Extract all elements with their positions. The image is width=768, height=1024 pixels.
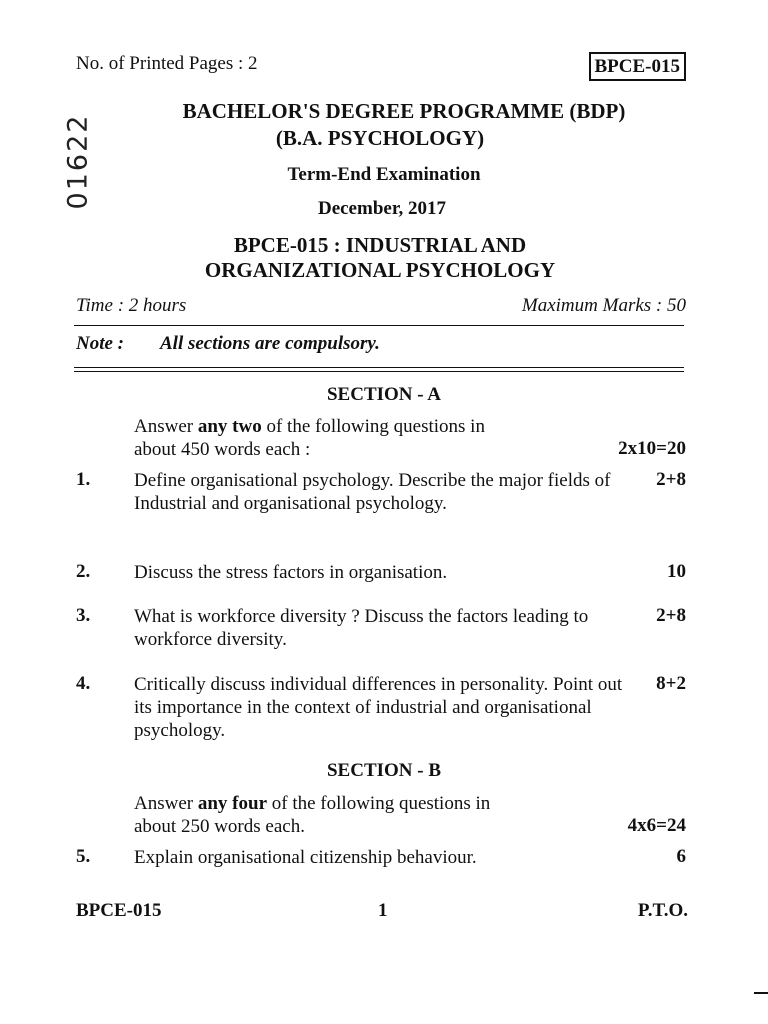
question-number: 2. xyxy=(76,561,91,582)
instruction-emphasis: any four xyxy=(197,793,268,814)
question-text: What is workforce diversity ? Discuss the factors leading to workforce diversity. xyxy=(134,606,589,650)
course-title-line1: BPCE-015 : INDUSTRIAL AND xyxy=(233,233,527,257)
footer-paper-code: BPCE-015 xyxy=(76,900,162,921)
question-text: Critically discuss individual differences in personality. Point out its importance in the context of industrial and organisational psychology. xyxy=(134,674,623,741)
divider xyxy=(74,325,684,326)
note-text: All sections are compulsory. xyxy=(160,333,380,354)
please-turn-over: P.T.O. xyxy=(637,900,688,921)
question-text: Discuss the stress factors in organisation. xyxy=(134,562,448,583)
question-marks: 10 xyxy=(667,561,686,582)
exam-date: December, 2017 xyxy=(317,198,447,219)
question-number: 5. xyxy=(76,846,91,867)
instruction-text: about 450 words each : xyxy=(134,439,311,460)
edge-mark xyxy=(754,992,768,994)
programme-subtitle: (B.A. PSYCHOLOGY) xyxy=(275,126,485,150)
question-number: 4. xyxy=(76,673,91,694)
serial-number-text: 01622 xyxy=(62,113,94,210)
section-b-marks: 4x6=24 xyxy=(627,815,686,836)
instruction-text: of the following questions in xyxy=(267,793,491,814)
question-marks: 2+8 xyxy=(656,605,686,626)
maximum-marks: Maximum Marks : 50 xyxy=(521,295,686,316)
section-a-marks: 2x10=20 xyxy=(618,438,686,459)
section-b-instruction xyxy=(134,792,630,838)
instruction-emphasis: any two xyxy=(197,416,262,437)
instruction-text: about 250 words each. xyxy=(134,816,305,837)
instruction-text: Answer xyxy=(134,793,198,814)
programme-title: BACHELOR'S DEGREE PROGRAMME (BDP) xyxy=(182,99,626,123)
question-marks: 2+8 xyxy=(656,469,686,490)
section-a-instruction xyxy=(134,415,630,461)
page-number: 1 xyxy=(378,900,388,921)
paper-code-box: BPCE-015 xyxy=(589,52,687,81)
printed-pages-count: No. of Printed Pages : 2 xyxy=(76,53,258,74)
instruction-text: of the following questions in xyxy=(261,416,485,437)
note-label: Note : xyxy=(76,333,125,354)
section-b-heading: SECTION - B xyxy=(326,760,442,781)
question-text: Explain organisational citizenship behaviour. xyxy=(134,847,477,868)
question-marks: 6 xyxy=(676,846,686,867)
exam-name: Term-End Examination xyxy=(287,164,481,185)
section-a-heading: SECTION - A xyxy=(326,384,442,405)
divider xyxy=(74,367,684,368)
question-number: 1. xyxy=(76,469,91,490)
course-title-line2: ORGANIZATIONAL PSYCHOLOGY xyxy=(204,258,556,282)
time-allowed: Time : 2 hours xyxy=(76,295,187,316)
instruction-text: Answer xyxy=(134,416,198,437)
question-number: 3. xyxy=(76,605,91,626)
divider xyxy=(74,371,684,372)
question-text: Define organisational psychology. Describe the major fields of Industrial and organisational psychology. xyxy=(134,470,611,514)
question-marks: 8+2 xyxy=(656,673,686,694)
